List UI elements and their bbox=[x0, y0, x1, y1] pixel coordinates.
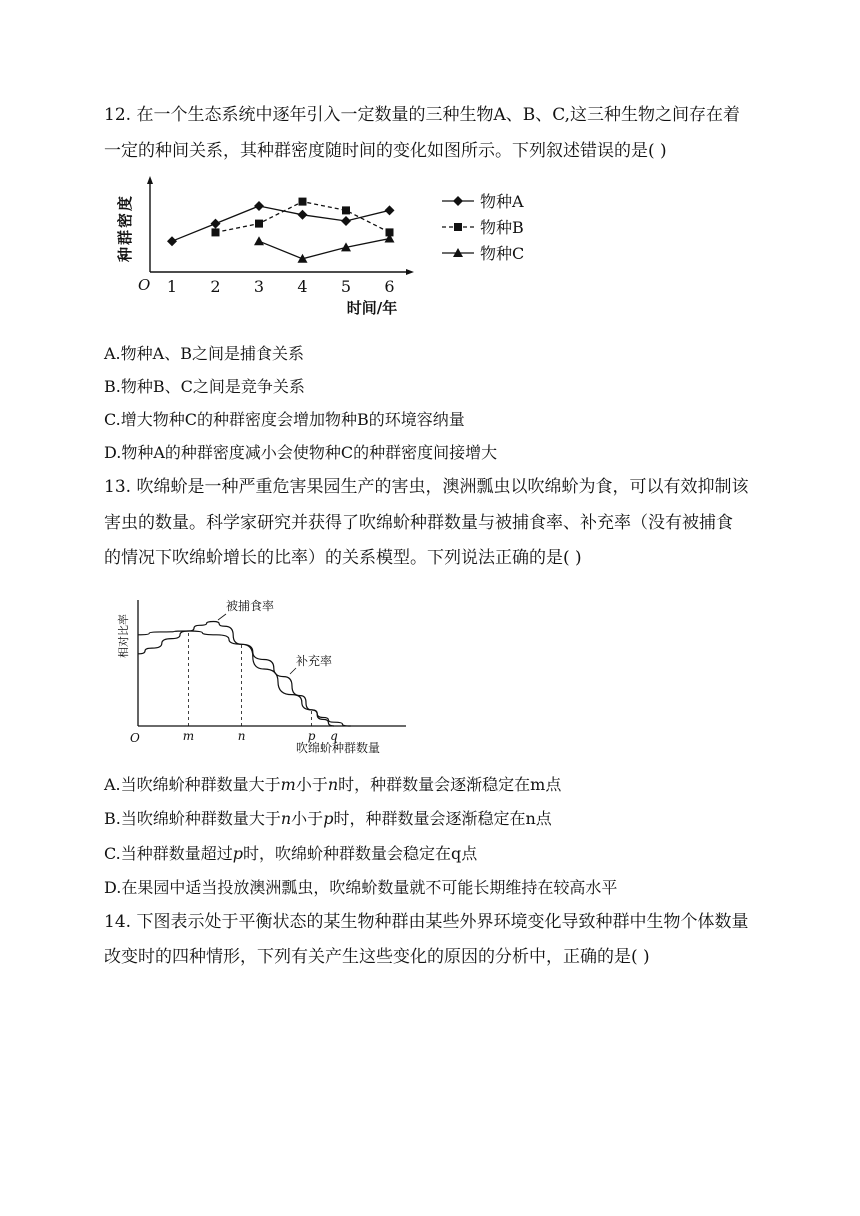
chart1-legend-marker-0 bbox=[453, 196, 463, 206]
chart1-origin: O bbox=[138, 276, 151, 294]
chart1-point-0-0 bbox=[167, 236, 177, 246]
chart2-leader-supplement bbox=[290, 668, 296, 674]
q13-text-line-2: 害虫的数量。科学家研究并获得了吹绵蚧种群数量与被捕食率、补充率（没有被捕食 bbox=[104, 513, 733, 533]
chart1-point-0-5 bbox=[385, 205, 395, 215]
chart2-x-tick-m: m bbox=[182, 729, 195, 743]
q12-population-chart bbox=[112, 168, 552, 318]
chart1-point-0-4 bbox=[341, 216, 351, 226]
chart1-x-axis-arrow bbox=[406, 269, 414, 275]
chart2-label-predation: 被捕食率 bbox=[226, 599, 275, 613]
q13-option-c-part1: C.当种群数量超过 bbox=[104, 844, 233, 863]
chart2-ylabel: 相对比率 bbox=[117, 614, 130, 658]
q13-option-c-p: p bbox=[232, 844, 244, 863]
q13-option-b-n: n bbox=[280, 809, 292, 828]
chart2-curve-0 bbox=[138, 622, 334, 727]
chart2-origin: O bbox=[130, 731, 140, 745]
chart1-point-1-3 bbox=[342, 206, 350, 214]
chart2-x-tick-p: p bbox=[307, 729, 316, 743]
q12-option-a[interactable]: A.物种A、B之间是捕食关系 bbox=[104, 344, 304, 363]
chart1-point-1-2 bbox=[299, 198, 307, 206]
q13-option-a-part3: 时，种群数量会逐渐稳定在m点 bbox=[338, 775, 562, 794]
q13-option-d[interactable]: D.在果园中适当投放澳洲瓢虫，吹绵蚧数量就不可能长期维持在较高水平 bbox=[104, 878, 618, 897]
q13-option-b-part2: 小于 bbox=[291, 809, 324, 828]
q12-option-d[interactable]: D.物种A的种群密度减小会使物种C的种群密度间接增大 bbox=[104, 443, 498, 462]
q13-text-line-3: 的情况下吹绵蚧增长的比率）的关系模型。下列说法正确的是( ) bbox=[104, 548, 582, 568]
chart1-x-tick-4: 4 bbox=[297, 277, 308, 296]
chart1-legend-label-0: 物种A bbox=[480, 192, 524, 211]
chart1-series-line-0 bbox=[172, 206, 390, 241]
q13-option-b-p: p bbox=[323, 809, 334, 828]
q14-text-line-1: 14. 下图表示处于平衡状态的某生物种群由某些外界环境变化导致种群中生物个体数量 bbox=[104, 912, 749, 932]
q14-text-line-2: 改变时的四种情形，下列有关产生这些变化的原因的分析中，正确的是( ) bbox=[104, 947, 650, 967]
chart1-x-tick-1: 1 bbox=[166, 277, 178, 296]
chart1-point-1-0 bbox=[212, 228, 220, 236]
q12-text-line-2: 一定的种间关系，其种群密度随时间的变化如图所示。下列叙述错误的是( ) bbox=[104, 141, 667, 161]
chart2-leader-predation bbox=[218, 614, 226, 620]
chart2-x-tick-n: n bbox=[237, 729, 246, 743]
q13-option-a-n: n bbox=[327, 775, 339, 794]
q13-option-a-m: m bbox=[280, 775, 296, 794]
q13-option-b[interactable] bbox=[104, 808, 552, 830]
chart1-x-tick-6: 6 bbox=[384, 277, 395, 296]
chart1-point-0-1 bbox=[211, 219, 221, 229]
q13-option-a[interactable] bbox=[104, 774, 561, 796]
chart1-point-0-3 bbox=[298, 210, 308, 220]
chart1-xlabel: 时间/年 bbox=[346, 299, 398, 317]
q13-option-b-part1: B.当吹绵蚧种群数量大于 bbox=[104, 809, 281, 828]
chart1-legend-marker-1 bbox=[454, 223, 462, 231]
q13-option-c[interactable] bbox=[104, 843, 477, 865]
chart1-point-2-0 bbox=[254, 236, 264, 245]
chart1-series-line-2 bbox=[259, 239, 390, 259]
chart1-y-axis-arrow bbox=[147, 176, 153, 184]
chart1-x-tick-5: 5 bbox=[340, 277, 352, 296]
chart1-legend-label-2: 物种C bbox=[480, 244, 525, 263]
chart1-legend-label-1: 物种B bbox=[480, 218, 524, 237]
q12-option-c[interactable]: C.增大物种C的种群密度会增加物种B的环境容纳量 bbox=[104, 410, 465, 429]
q13-option-b-part3: 时，种群数量会逐渐稳定在n点 bbox=[333, 809, 552, 828]
chart1-x-tick-3: 3 bbox=[253, 277, 265, 296]
q13-text-line-1: 13. 吹绵蚧是一种严重危害果园生产的害虫，澳洲瓢虫以吹绵蚧为食，可以有效抑制该 bbox=[104, 477, 749, 497]
q13-rate-chart bbox=[108, 580, 428, 760]
q13-option-a-part2: 小于 bbox=[295, 775, 328, 794]
chart2-label-supplement: 补充率 bbox=[296, 654, 333, 668]
chart2-xlabel: 吹绵蚧种群数量 bbox=[295, 741, 381, 755]
q13-option-a-part1: A.当吹绵蚧种群数量大于 bbox=[104, 775, 281, 794]
chart2-x-tick-q: q bbox=[330, 729, 338, 743]
q13-option-c-part2: 时，吹绵蚧种群数量会稳定在q点 bbox=[243, 844, 478, 863]
q12-option-b[interactable]: B.物种B、C之间是竞争关系 bbox=[104, 377, 305, 396]
chart1-point-0-2 bbox=[254, 201, 264, 211]
chart1-x-tick-2: 2 bbox=[210, 277, 221, 296]
chart1-point-1-1 bbox=[255, 220, 263, 228]
chart1-ylabel: 种群密度 bbox=[116, 193, 134, 263]
chart2-curve-1 bbox=[138, 631, 351, 726]
q12-text-line-1: 12. 在一个生态系统中逐年引入一定数量的三种生物A、B、C,这三种生物之间存在着 bbox=[104, 105, 741, 125]
